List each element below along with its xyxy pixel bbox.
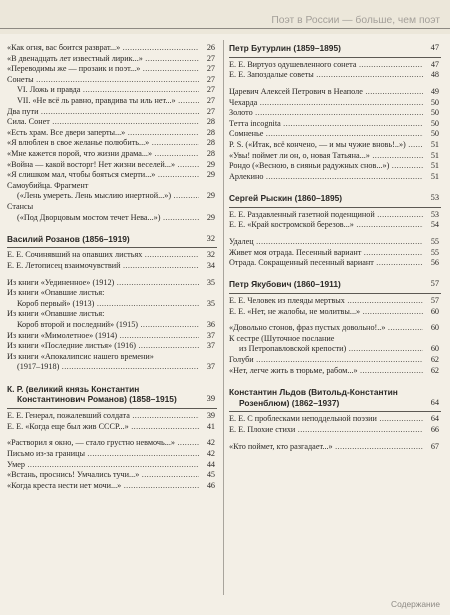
page-number: 27 <box>206 106 215 116</box>
entry-title: «Увы! поймет ли он, о, новая Татьяна...» <box>229 150 370 160</box>
toc-entry[interactable] <box>7 64 217 75</box>
entry-title: P. S. («Итак, всё кончено, — и мы чужие вновь!..») <box>229 139 406 149</box>
page-number: 57 <box>430 279 439 289</box>
page-number: 48 <box>430 70 439 80</box>
toc-entry[interactable] <box>7 261 217 272</box>
entry-title: («Под Дворцовым мостом течет Нева...») <box>17 212 161 222</box>
page-number: 37 <box>206 341 215 351</box>
entry-title: «Растворил я окно, — стало грустно невмочь...» <box>7 438 175 448</box>
toc-entry[interactable] <box>7 191 217 202</box>
toc-entry[interactable] <box>229 307 441 318</box>
toc-entry[interactable] <box>7 117 217 128</box>
page-number: 35 <box>206 298 215 308</box>
toc-entry[interactable] <box>229 172 441 183</box>
toc-entry[interactable] <box>229 119 441 130</box>
entry-title: VII. «Не всё ль равно, правдива ты иль нет...» <box>17 95 176 105</box>
page-number: 46 <box>206 480 215 490</box>
page-number: 62 <box>430 355 439 365</box>
entry-title: «Я слишком мал, чтобы бояться смерти...» <box>7 170 156 180</box>
toc-entry[interactable] <box>7 341 217 352</box>
column-divider <box>223 40 224 595</box>
page-number: 60 <box>430 306 439 316</box>
entry-title: Из книги «Опавшие листья: <box>7 309 105 319</box>
page-number: 47 <box>430 43 439 52</box>
page-number: 29 <box>206 170 215 180</box>
page-number: 53 <box>430 192 439 202</box>
page-header <box>0 0 450 34</box>
header-rule <box>0 28 450 29</box>
page-number: 28 <box>206 148 215 158</box>
page-number: 35 <box>206 277 215 287</box>
page-number: 66 <box>430 425 439 435</box>
page-number: 50 <box>430 108 439 118</box>
toc-entry[interactable] <box>7 438 217 449</box>
page-number: 64 <box>430 414 439 424</box>
page-number: 50 <box>430 118 439 128</box>
entry-title: «Я влюблен в свое желанье полюбить...» <box>7 138 150 148</box>
toc-entry[interactable] <box>229 323 441 334</box>
toc-entry[interactable] <box>7 85 217 96</box>
entry-title: Е. Е. Человек из плеяды мертвых <box>229 296 345 306</box>
toc-entry[interactable] <box>229 210 441 221</box>
toc-entry[interactable] <box>229 442 441 453</box>
author-heading: Петр Бутурлин (1859–1895) 47 <box>229 43 439 53</box>
page-number: 55 <box>430 236 439 246</box>
page-number: 50 <box>430 129 439 139</box>
entry-title: Е. Е. Летописец взаимочувствий <box>7 261 121 271</box>
page-number: 67 <box>430 441 439 451</box>
page-number: 28 <box>206 117 215 127</box>
page-number: 49 <box>430 86 439 96</box>
entry-title: Сомненье <box>229 129 264 139</box>
toc-entry[interactable] <box>7 250 217 261</box>
page-number: 41 <box>206 421 215 431</box>
page-number: 54 <box>430 220 439 230</box>
page-number: 32 <box>206 233 215 243</box>
toc-entry[interactable] <box>229 70 441 81</box>
toc-entry[interactable] <box>7 107 217 118</box>
page-number: 27 <box>206 95 215 105</box>
entry-title: «Нет, легче жить в тюрьме, рабом...» <box>229 365 358 375</box>
page-number: 51 <box>430 139 439 149</box>
toc-entry[interactable] <box>229 258 441 269</box>
entry-title: К сестре (Шуточное послание <box>229 333 335 343</box>
entry-title: «Кто поймет, кто разгадает...» <box>229 441 333 451</box>
page-number: 27 <box>206 53 215 63</box>
toc-entry[interactable] <box>7 309 217 320</box>
toc-entry[interactable] <box>229 108 441 119</box>
section-rule <box>229 57 441 58</box>
toc-entry[interactable] <box>229 344 441 355</box>
toc-right-column <box>229 43 441 452</box>
page-number: 27 <box>206 85 215 95</box>
entry-title: Тетта incognita <box>229 118 281 128</box>
entry-title: Чехарда <box>229 97 258 107</box>
running-title: Поэт в России — больше, чем поэт <box>271 15 440 26</box>
toc-entry[interactable] <box>7 362 217 373</box>
entry-title: Удалец <box>229 236 254 246</box>
toc-entry[interactable] <box>229 414 441 425</box>
toc-entry[interactable] <box>7 481 217 492</box>
toc-entry[interactable] <box>7 288 217 299</box>
page-number: 60 <box>430 344 439 354</box>
entry-title: Письмо из-за границы <box>7 448 85 458</box>
entry-title: Из книги «Уединенное» (1912) <box>7 277 115 287</box>
entry-title: «Есть храм. Все двери заперты...» <box>7 127 126 137</box>
page-number: 51 <box>430 171 439 181</box>
entry-title: Е. Е. «Когда еще был жив СССР...» <box>7 421 129 431</box>
entry-title: Голуби <box>229 355 254 365</box>
toc-entry[interactable] <box>7 96 217 107</box>
page-number: 64 <box>430 397 439 407</box>
page-number: 29 <box>206 191 215 201</box>
toc-entry[interactable] <box>7 331 217 342</box>
entry-title: (1917–1918) <box>17 362 60 372</box>
entry-title: («Лень умереть. Лень мыслию инертной...») <box>17 191 172 201</box>
page-number: 51 <box>430 150 439 160</box>
author-heading: К. Р. (великий князь Константин <box>7 383 140 394</box>
entry-title: Рондо («Весною, в сияньи радужных снов...») <box>229 161 390 171</box>
entry-title: Е. Е. Сочинявший на опавших листьях <box>7 250 143 260</box>
author-heading: Константин Льдов (Витольд-Константин <box>229 386 398 397</box>
page-number: 44 <box>206 459 215 469</box>
page-number: 47 <box>430 59 439 69</box>
toc-entry[interactable] <box>7 470 217 481</box>
entry-title: Отрада. Сокращенный песенный вариант <box>229 258 374 268</box>
toc-entry[interactable] <box>229 296 441 307</box>
toc-entry[interactable] <box>7 449 217 460</box>
entry-title: Царевич Алексей Петрович в Неаполе <box>229 86 363 96</box>
page-number: 39 <box>206 394 215 404</box>
entry-title: Е. Е. «Нет, не жалобы, не молитвы...» <box>229 306 361 316</box>
section-rule <box>7 408 217 409</box>
entry-title: Е. Е. Запоздалые советы <box>229 70 314 80</box>
entry-title: Е. Е. С проблесками неподдельной поэзии <box>229 414 377 424</box>
entry-title: Е. Е. «Край костромской березов...» <box>229 220 354 230</box>
footer-title: Содержание <box>391 599 440 609</box>
entry-title: Е. Е. Плохие стихи <box>229 425 296 435</box>
toc-entry[interactable] <box>7 128 217 139</box>
toc-entry[interactable] <box>7 213 217 224</box>
section-rule <box>229 411 441 412</box>
entry-title: Живет моя отрада. Песенный вариант <box>229 247 362 257</box>
entry-title: Золото <box>229 108 253 118</box>
toc-entry[interactable] <box>7 460 217 471</box>
page-number: 39 <box>206 411 215 421</box>
entry-title: VI. Ложь и правда <box>17 85 81 95</box>
page-number: 34 <box>206 261 215 271</box>
toc-entry[interactable] <box>7 202 217 213</box>
entry-title: Арлекино <box>229 171 264 181</box>
page-number: 27 <box>206 74 215 84</box>
entry-title: Стансы <box>7 201 34 211</box>
toc-entry[interactable] <box>7 278 217 289</box>
entry-title: «Война — какой восторг! Нет жизни веселей...» <box>7 159 176 169</box>
page-number: 42 <box>206 448 215 458</box>
toc-entry[interactable] <box>229 60 441 71</box>
entry-title: «Мне кажется порой, что жизни драма...» <box>7 148 153 158</box>
toc-entry[interactable] <box>229 129 441 140</box>
entry-title: Е. Е. Генерал, пожалевший солдата <box>7 411 130 421</box>
toc-entry[interactable] <box>229 366 441 377</box>
toc-entry[interactable] <box>229 334 441 345</box>
toc-entry[interactable] <box>7 320 217 331</box>
author-heading: Василий Розанов (1856–1919) 32 <box>7 233 215 244</box>
entry-title: Е. Е. Раздавленный газетной поденщиной <box>229 209 375 219</box>
entry-title: Е. Е. Виртуоз одушевленного сонета <box>229 59 357 69</box>
page-number: 50 <box>430 97 439 107</box>
entry-title: «Переводимы же — прозаик и поэт...» <box>7 64 141 74</box>
page-number: 28 <box>206 138 215 148</box>
author-heading: Сергей Рыскин (1860–1895) 53 <box>229 192 439 203</box>
page-number: 62 <box>430 365 439 375</box>
page-number: 60 <box>430 323 439 333</box>
page-number: 26 <box>206 43 215 52</box>
entry-title: «Как огня, вас боится разврат...» <box>7 43 121 52</box>
entry-title: «Довольно стонов, фраз пустых довольно!..» <box>229 323 386 333</box>
entry-title: Самоубийца. Фрагмент <box>7 180 89 190</box>
toc-entry[interactable] <box>7 170 217 181</box>
section-rule <box>229 293 441 294</box>
author-heading: Петр Якубович (1860–1911) 57 <box>229 279 439 290</box>
toc-entry[interactable] <box>7 411 217 422</box>
entry-title: Из книги «Апокалипсис нашего времени» <box>7 351 154 361</box>
toc-entry[interactable] <box>7 422 217 433</box>
entry-title: Короб второй и последний» (1915) <box>17 320 139 330</box>
toc-entry[interactable] <box>7 149 217 160</box>
entry-title: Сонеты <box>7 74 34 84</box>
entry-title: из Петропавловской крепости) <box>239 344 347 354</box>
page-number: 37 <box>206 362 215 372</box>
toc-entry[interactable] <box>229 140 441 151</box>
toc-entry[interactable] <box>7 299 217 310</box>
toc-left-column <box>7 43 217 491</box>
toc-entry[interactable] <box>7 54 217 65</box>
toc-entry[interactable] <box>229 220 441 231</box>
toc-entry[interactable] <box>7 75 217 86</box>
entry-title: Умер <box>7 459 25 469</box>
toc-entry[interactable] <box>229 87 441 98</box>
entry-title: Из книги «Мимолетное» (1914) <box>7 330 118 340</box>
toc-entry[interactable] <box>7 160 217 171</box>
toc-entry[interactable] <box>229 237 441 248</box>
toc-entry[interactable] <box>7 352 217 363</box>
page-number: 36 <box>206 320 215 330</box>
page-number: 37 <box>206 330 215 340</box>
entry-title: Короб первый» (1913) <box>17 298 95 308</box>
toc-entry[interactable] <box>229 161 441 172</box>
page-number: 29 <box>206 212 215 222</box>
page-number: 56 <box>430 258 439 268</box>
entry-title: «Когда креста нести нет мочи...» <box>7 480 122 490</box>
page-number: 29 <box>206 159 215 169</box>
section-rule <box>229 207 441 208</box>
entry-title: «Встань, проснись! Умчались тучи...» <box>7 470 140 480</box>
page-number: 57 <box>430 296 439 306</box>
page-number: 28 <box>206 127 215 137</box>
toc-entry[interactable] <box>229 248 441 259</box>
author-heading: Константинович Романов) (1858–1915) 39 <box>17 394 215 405</box>
entry-title: Из книги «Последние листья» (1916) <box>7 341 137 351</box>
entry-title: Сила. Сонет <box>7 117 50 127</box>
page-number: 53 <box>430 209 439 219</box>
toc-entry[interactable] <box>7 181 217 192</box>
page-number: 45 <box>206 470 215 480</box>
toc-entry[interactable] <box>229 151 441 162</box>
page-number: 42 <box>206 438 215 448</box>
toc-entry[interactable] <box>229 355 441 366</box>
page-number: 27 <box>206 64 215 74</box>
toc-entry[interactable] <box>229 425 441 436</box>
entry-title: Два пути <box>7 106 39 116</box>
entry-title: «В двенадцать лет известный лирик...» <box>7 53 143 63</box>
toc-entry[interactable] <box>7 138 217 149</box>
page-number: 32 <box>206 250 215 260</box>
author-heading: Розенблюм) (1862–1937) 64 <box>239 397 439 408</box>
section-rule <box>7 247 217 248</box>
toc-entry[interactable] <box>7 43 217 54</box>
entry-title: Из книги «Опавшие листья: <box>7 288 105 298</box>
toc-entry[interactable] <box>229 98 441 109</box>
page-number: 51 <box>430 161 439 171</box>
page-number: 55 <box>430 247 439 257</box>
